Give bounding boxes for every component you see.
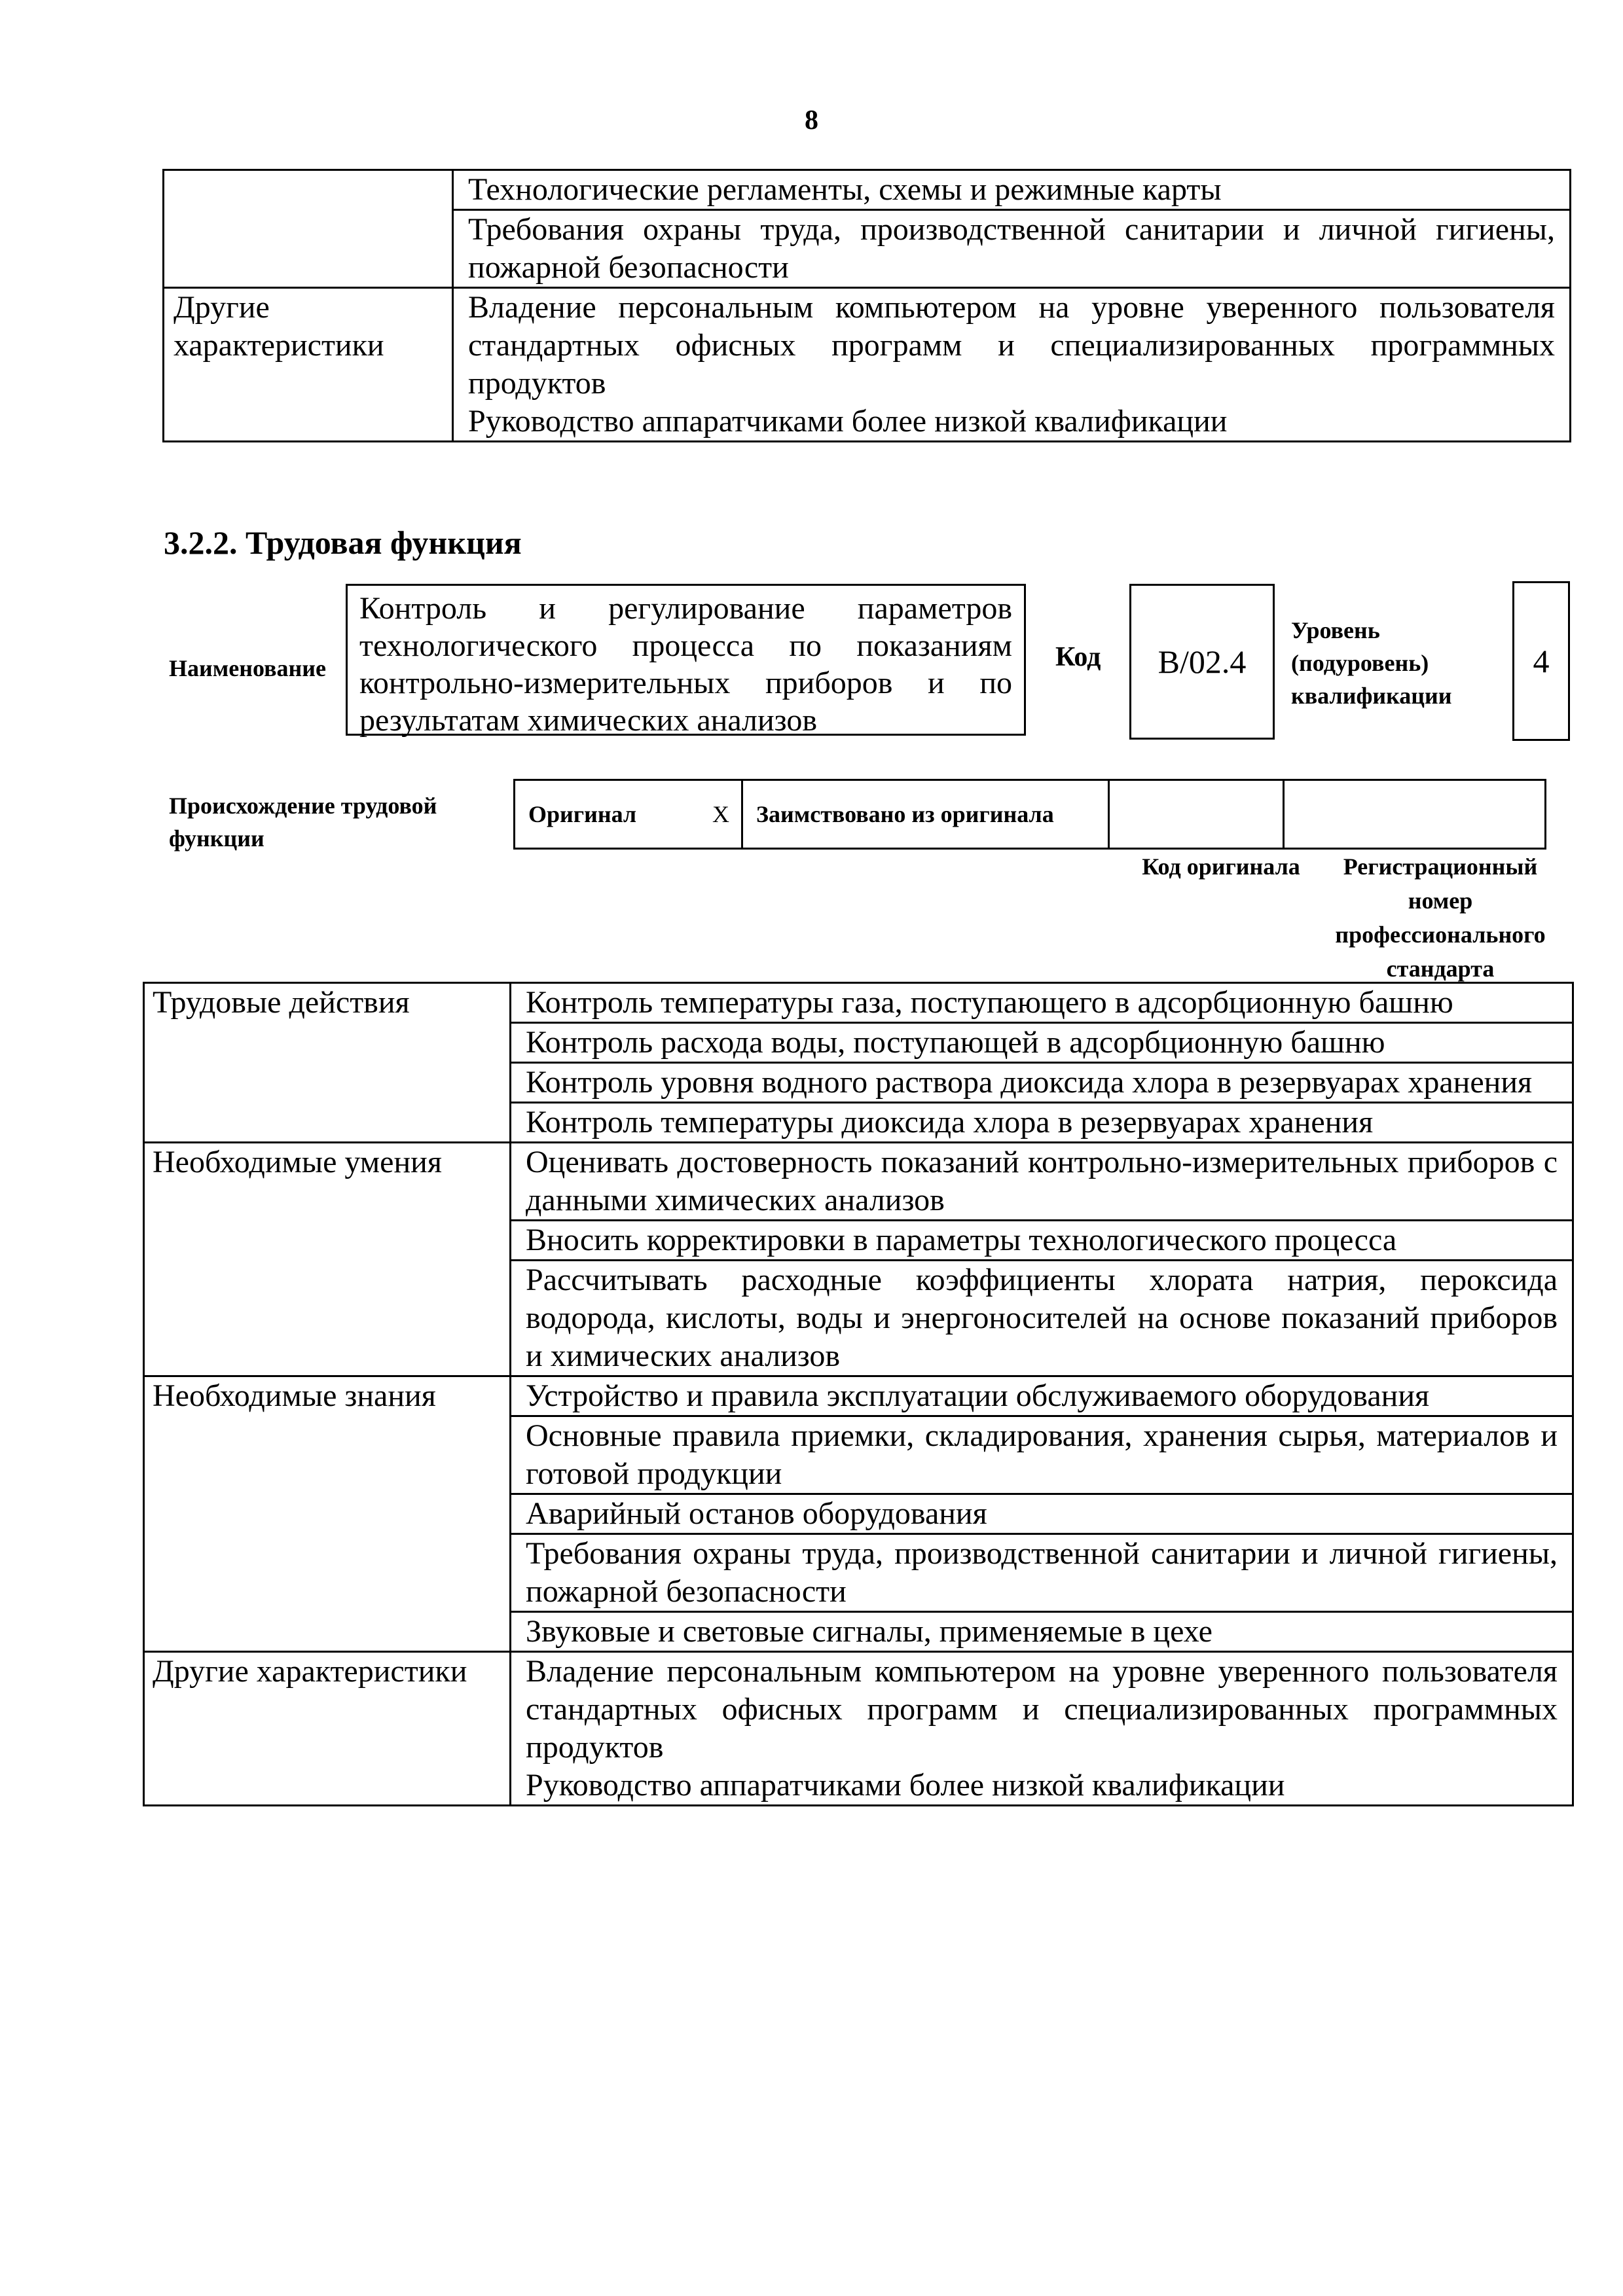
function-name-box: Контроль и регулирование параметров технологического процесса по показаниям контрольно-измерительных приборов и по результатам химических анализов xyxy=(346,584,1026,736)
table-cell: Контроль расхода воды, поступающей в адсорбционную башню xyxy=(511,1023,1573,1063)
table-row xyxy=(164,170,1571,210)
original-mark-cell: X xyxy=(701,780,742,849)
table-cell: Вносить корректировки в параметры технологического процесса xyxy=(511,1221,1573,1261)
table-cell: Владение персональным компьютером на уровне уверенного пользователя стандартных офисных программ и специализированных программных продуктов xyxy=(511,1652,1573,1767)
original-code-cell xyxy=(1109,780,1284,849)
table-row xyxy=(144,983,1573,1023)
original-cell: Оригинал xyxy=(515,780,701,849)
table-cell: Контроль уровня водного раствора диоксида хлора в резервуарах хранения xyxy=(511,1063,1573,1103)
table-cell: Звуковые и световые сигналы, применяемые в цехе xyxy=(511,1612,1573,1652)
code-caption: Код оригинала xyxy=(1142,853,1300,880)
row-label: Трудовые действия xyxy=(144,983,511,1143)
table-cell: Руководство аппаратчиками более низкой квалификации xyxy=(453,403,1571,442)
table-cell: Владение персональным компьютером на уровне уверенного пользователя стандартных офисных программ и специализированных программных продуктов xyxy=(453,288,1571,403)
origin-label-text: Происхождение трудовой функции xyxy=(169,793,437,852)
row-label xyxy=(164,170,453,288)
table-cell: Требования охраны труда, производственной санитарии и личной гигиены, пожарной безопасности xyxy=(511,1534,1573,1612)
table-row xyxy=(144,1652,1573,1767)
table-cell: Аварийный останов оборудования xyxy=(511,1494,1573,1534)
section-title: 3.2.2. Трудовая функция xyxy=(164,524,522,561)
code-label: Код xyxy=(1055,642,1101,672)
level-label xyxy=(1291,614,1487,712)
table-row xyxy=(144,1376,1573,1416)
table-cell: Устройство и правила эксплуатации обслуживаемого оборудования xyxy=(511,1376,1573,1416)
borrowed-cell: Заимствовано из оригинала xyxy=(742,780,1109,849)
reg-number-cell xyxy=(1284,780,1546,849)
origin-label xyxy=(169,789,483,855)
table-cell: Контроль температуры диоксида хлора в резервуарах хранения xyxy=(511,1103,1573,1143)
table-row xyxy=(515,780,1546,849)
table-cell: Контроль температуры газа, поступающего в адсорбционную башню xyxy=(511,983,1573,1023)
origin-table xyxy=(513,779,1546,850)
level-label-text: Уровень (подуровень) квалификации xyxy=(1291,617,1452,709)
table-cell: Рассчитывать расходные коэффициенты хлората натрия, пероксида водорода, кислоты, воды и энергоносителей на основе показаний приборов и химических анализов xyxy=(511,1261,1573,1376)
row-label: Другие характеристики xyxy=(144,1652,511,1806)
top-characteristics-table xyxy=(162,169,1571,442)
table-cell: Оценивать достоверность показаний контрольно-измерительных приборов с данными химических анализов xyxy=(511,1143,1573,1221)
name-label: Наименование xyxy=(169,655,326,681)
row-label: Необходимые знания xyxy=(144,1376,511,1652)
code-value-box: B/02.4 xyxy=(1129,584,1275,740)
table-cell: Технологические регламенты, схемы и режимные карты xyxy=(453,170,1571,210)
row-label: Другие характеристики xyxy=(164,288,453,442)
table-cell: Требования охраны труда, производственной санитарии и личной гигиены, пожарной безопасности xyxy=(453,210,1571,288)
reg-caption: Регистрационный номер профессионального стандарта xyxy=(1335,853,1546,982)
table-cell: Основные правила приемки, складирования, хранения сырья, материалов и готовой продукции xyxy=(511,1416,1573,1494)
function-details-table xyxy=(143,982,1574,1806)
table-row xyxy=(144,1143,1573,1221)
table-row xyxy=(164,288,1571,403)
page-number: 8 xyxy=(805,105,818,135)
row-label: Необходимые умения xyxy=(144,1143,511,1376)
level-value-box: 4 xyxy=(1512,581,1570,741)
table-cell: Руководство аппаратчиками более низкой квалификации xyxy=(511,1767,1573,1806)
